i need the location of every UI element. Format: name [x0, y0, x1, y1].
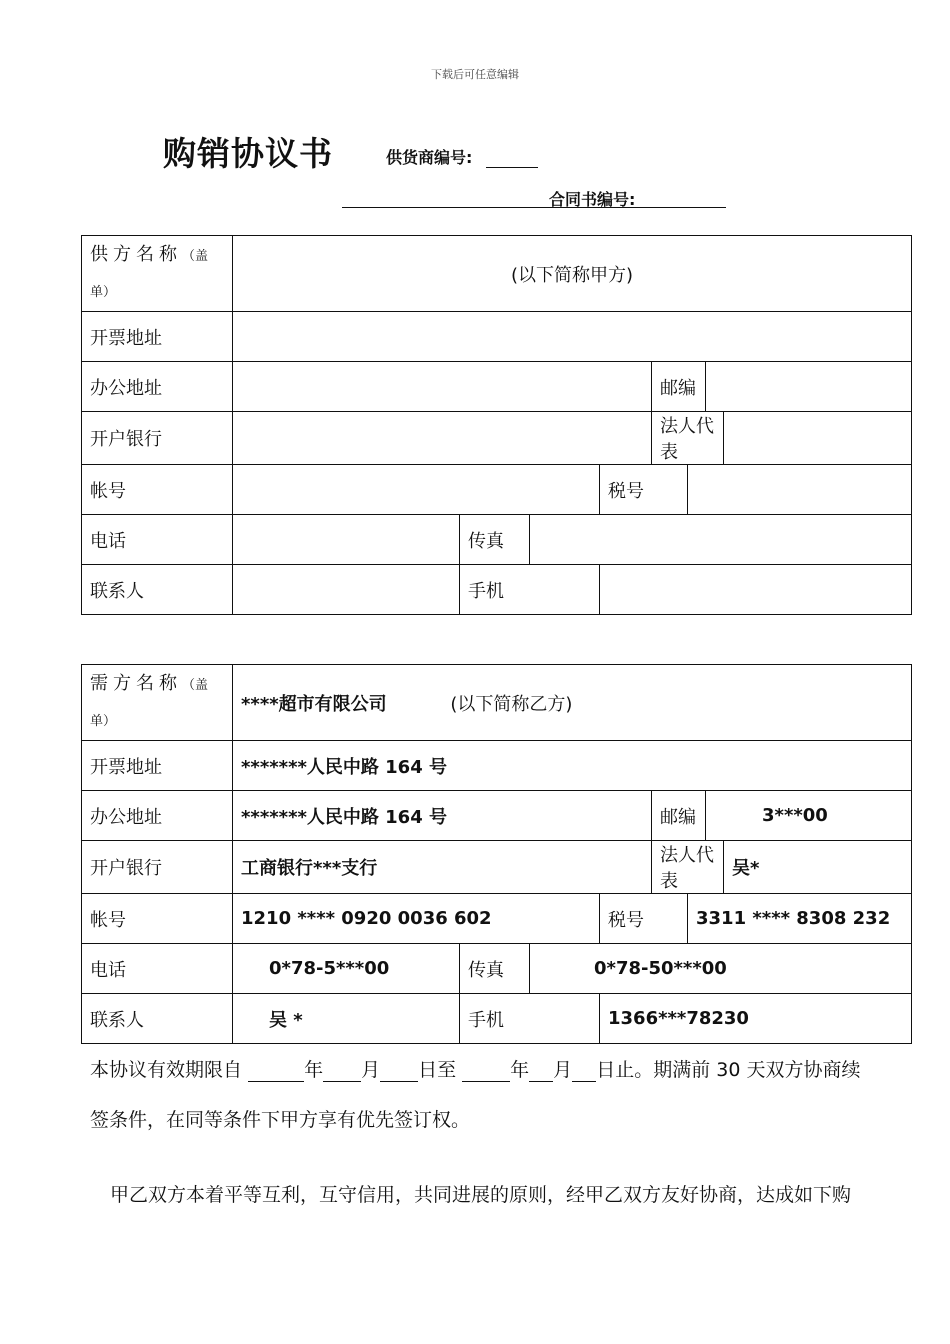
buyer-account-field[interactable]: 1210 **** 0920 0036 602: [233, 894, 600, 944]
buyer-office-address-label: 办公地址: [82, 791, 233, 841]
supplier-name-field[interactable]: [233, 236, 912, 312]
supplier-office-address-label: 办公地址: [82, 362, 233, 412]
supplier-legal-rep-field[interactable]: [724, 412, 912, 465]
term-validity-intro: 本协议有效期限自: [90, 1059, 243, 1081]
buyer-invoice-address-field[interactable]: *******人民中路 164 号: [233, 741, 912, 791]
supplier-tax-no-field[interactable]: [688, 465, 912, 515]
supplier-name-note: （盖单）: [90, 248, 209, 300]
supplier-mobile-label: 手机: [460, 565, 600, 615]
buyer-fax-field[interactable]: 0*78-50***00: [530, 944, 912, 994]
end-year-label: 年: [510, 1059, 530, 1081]
buyer-name-label-cell: [82, 665, 233, 741]
buyer-invoice-address-label: 开票地址: [82, 741, 233, 791]
buyer-fax-label: 传真: [460, 944, 530, 994]
start-year-label: 年: [304, 1059, 324, 1081]
contract-number-label: 合同书编号:: [549, 190, 636, 209]
supplier-name-label: 供方名称: [90, 243, 182, 265]
term-validity-line-2: 签条件，在同等条件下甲方享有优先签订权。: [90, 1109, 471, 1131]
end-day-label: 日止。期满前 30 天双方协商续: [596, 1059, 861, 1081]
buyer-postcode-label: 邮编: [652, 791, 706, 841]
supplier-contact-field[interactable]: [233, 565, 460, 615]
buyer-name-label: 需方名称: [90, 672, 182, 694]
supplier-number-blank[interactable]: [486, 149, 538, 168]
supplier-account-label: 帐号: [82, 465, 233, 515]
start-month-blank[interactable]: [323, 1061, 361, 1082]
buyer-alias: (以下简称乙方): [450, 693, 573, 715]
buyer-office-address-field[interactable]: *******人民中路 164 号: [233, 791, 652, 841]
document-title: 购销协议书: [163, 134, 333, 173]
buyer-name-field[interactable]: [233, 665, 912, 741]
supplier-invoice-address-field[interactable]: [233, 312, 912, 362]
supplier-number-label: 供货商编号:: [386, 148, 473, 167]
buyer-tax-no-label: 税号: [600, 894, 688, 944]
term-principle-paragraph: 甲乙双方本着平等互利，互守信用，共同进展的原则，经甲乙双方友好协商，达成如下购: [110, 1184, 852, 1206]
start-year-blank[interactable]: [248, 1061, 304, 1082]
buyer-table: [81, 664, 912, 1044]
buyer-phone-label: 电话: [82, 944, 233, 994]
end-month-blank[interactable]: [529, 1061, 553, 1082]
buyer-tax-no-field[interactable]: 3311 **** 8308 232: [688, 894, 912, 944]
supplier-postcode-field[interactable]: [706, 362, 912, 412]
supplier-fax-field[interactable]: [530, 515, 912, 565]
supplier-contact-label: 联系人: [82, 565, 233, 615]
supplier-bank-field[interactable]: [233, 412, 652, 465]
buyer-contact-field[interactable]: 吴 *: [233, 994, 460, 1044]
end-day-blank[interactable]: [572, 1061, 596, 1082]
buyer-contact-label: 联系人: [82, 994, 233, 1044]
end-month-label: 月: [553, 1059, 573, 1081]
buyer-postcode-field[interactable]: 3***00: [706, 791, 912, 841]
end-year-blank[interactable]: [462, 1061, 510, 1082]
buyer-name-note: （盖单）: [90, 677, 209, 729]
buyer-mobile-field[interactable]: 1366***78230: [600, 994, 912, 1044]
supplier-fax-label: 传真: [460, 515, 530, 565]
supplier-mobile-field[interactable]: [600, 565, 912, 615]
supplier-phone-label: 电话: [82, 515, 233, 565]
start-month-label: 月: [361, 1059, 381, 1081]
contract-number: [342, 187, 726, 208]
buyer-account-label: 帐号: [82, 894, 233, 944]
supplier-name-label-cell: [82, 236, 233, 312]
supplier-office-address-field[interactable]: [233, 362, 652, 412]
buyer-company: ****超市有限公司: [241, 693, 387, 715]
supplier-invoice-address-label: 开票地址: [82, 312, 233, 362]
buyer-mobile-label: 手机: [460, 994, 600, 1044]
buyer-bank-label: 开户银行: [82, 841, 233, 894]
supplier-phone-field[interactable]: [233, 515, 460, 565]
supplier-tax-no-label: 税号: [600, 465, 688, 515]
supplier-bank-label: 开户银行: [82, 412, 233, 465]
supplier-postcode-label: 邮编: [652, 362, 706, 412]
buyer-legal-rep-field[interactable]: 吴*: [724, 841, 912, 894]
buyer-phone-field[interactable]: 0*78-5***00: [233, 944, 460, 994]
supplier-legal-rep-label: 法人代表: [652, 412, 724, 465]
buyer-legal-rep-label: 法人代表: [652, 841, 724, 894]
supplier-alias: (以下简称甲方): [511, 264, 634, 286]
start-day-blank[interactable]: [380, 1061, 418, 1082]
supplier-number: [386, 145, 538, 168]
start-day-label: 日至: [418, 1059, 457, 1081]
buyer-bank-field[interactable]: 工商银行***支行: [233, 841, 652, 894]
term-validity-line-1: [90, 1058, 920, 1082]
supplier-account-field[interactable]: [233, 465, 600, 515]
supplier-table: [81, 235, 912, 615]
page-header-note: 下载后可任意编辑: [431, 68, 519, 81]
